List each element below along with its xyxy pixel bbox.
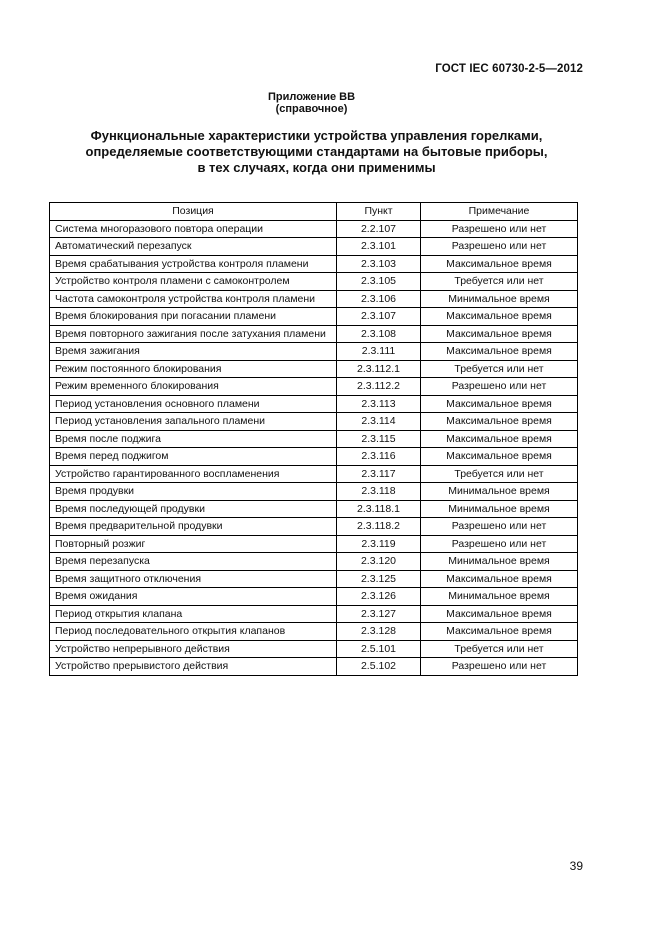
- cell-clause: 2.3.116: [337, 448, 421, 466]
- cell-position: Время продувки: [50, 483, 337, 501]
- cell-note: Требуется или нет: [421, 465, 578, 483]
- cell-clause: 2.3.106: [337, 290, 421, 308]
- cell-position: Система многоразового повтора операции: [50, 220, 337, 238]
- table-row: [50, 238, 578, 256]
- cell-position: Время перезапуска: [50, 553, 337, 571]
- table-row: [50, 518, 578, 536]
- table-row: [50, 395, 578, 413]
- cell-note: Максимальное время: [421, 325, 578, 343]
- cell-note: Требуется или нет: [421, 640, 578, 658]
- table-row: [50, 343, 578, 361]
- cell-position: Время блокирования при погасании пламени: [50, 308, 337, 326]
- cell-position: Период открытия клапана: [50, 605, 337, 623]
- cell-note: Минимальное время: [421, 483, 578, 501]
- cell-note: Разрешено или нет: [421, 378, 578, 396]
- table-row: [50, 483, 578, 501]
- cell-note: Максимальное время: [421, 605, 578, 623]
- cell-note: Максимальное время: [421, 255, 578, 273]
- cell-position: Период установления запального пламени: [50, 413, 337, 431]
- cell-note: Разрешено или нет: [421, 658, 578, 676]
- table-row: [50, 290, 578, 308]
- cell-clause: 2.3.113: [337, 395, 421, 413]
- cell-position: Время повторного зажигания после затухания пламени: [50, 325, 337, 343]
- cell-position: Устройство гарантированного воспламенения: [50, 465, 337, 483]
- cell-clause: 2.3.112.2: [337, 378, 421, 396]
- cell-clause: 2.3.127: [337, 605, 421, 623]
- cell-clause: 2.3.114: [337, 413, 421, 431]
- cell-note: Минимальное время: [421, 553, 578, 571]
- cell-position: Период установления основного пламени: [50, 395, 337, 413]
- cell-position: Время последующей продувки: [50, 500, 337, 518]
- column-header-clause: Пункт: [337, 203, 421, 221]
- table-row: [50, 570, 578, 588]
- table-row: [50, 588, 578, 606]
- cell-clause: 2.3.118: [337, 483, 421, 501]
- table-row: [50, 658, 578, 676]
- table-row: [50, 378, 578, 396]
- cell-clause: 2.3.119: [337, 535, 421, 553]
- cell-note: Разрешено или нет: [421, 238, 578, 256]
- cell-clause: 2.3.105: [337, 273, 421, 291]
- table-row: [50, 448, 578, 466]
- cell-note: Максимальное время: [421, 448, 578, 466]
- annex-title: Приложение ВВ: [267, 91, 356, 103]
- cell-clause: 2.3.128: [337, 623, 421, 641]
- table-row: [50, 308, 578, 326]
- cell-note: Максимальное время: [421, 395, 578, 413]
- table-row: [50, 465, 578, 483]
- table-row: [50, 325, 578, 343]
- cell-position: Время ожидания: [50, 588, 337, 606]
- cell-note: Минимальное время: [421, 500, 578, 518]
- table-row: [50, 553, 578, 571]
- cell-note: Разрешено или нет: [421, 535, 578, 553]
- characteristics-table: [49, 202, 578, 676]
- cell-clause: 2.3.112.1: [337, 360, 421, 378]
- table-row: [50, 500, 578, 518]
- cell-position: Режим постоянного блокирования: [50, 360, 337, 378]
- cell-note: Максимальное время: [421, 343, 578, 361]
- cell-position: Время предварительной продувки: [50, 518, 337, 536]
- annex-subtitle: (справочное): [275, 103, 348, 115]
- cell-note: Максимальное время: [421, 623, 578, 641]
- cell-note: Минимальное время: [421, 290, 578, 308]
- table-row: [50, 535, 578, 553]
- table-row: [50, 623, 578, 641]
- cell-position: Время защитного отключения: [50, 570, 337, 588]
- cell-note: Требуется или нет: [421, 360, 578, 378]
- table-body: [50, 220, 578, 675]
- table-header-row: [50, 203, 578, 221]
- heading-line-1: Функциональные характеристики устройства управления горелками,: [90, 128, 543, 143]
- cell-note: Максимальное время: [421, 570, 578, 588]
- cell-position: Время после поджига: [50, 430, 337, 448]
- standard-code: ГОСТ IEC 60730-2-5—2012: [435, 63, 583, 75]
- page-number: 39: [569, 859, 583, 873]
- column-header-note: Примечание: [421, 203, 578, 221]
- cell-clause: 2.2.107: [337, 220, 421, 238]
- cell-position: Устройство контроля пламени с самоконтролем: [50, 273, 337, 291]
- column-header-position: Позиция: [50, 203, 337, 221]
- cell-clause: 2.3.117: [337, 465, 421, 483]
- cell-note: Требуется или нет: [421, 273, 578, 291]
- cell-clause: 2.3.107: [337, 308, 421, 326]
- cell-note: Разрешено или нет: [421, 518, 578, 536]
- cell-position: Автоматический перезапуск: [50, 238, 337, 256]
- cell-position: Режим временного блокирования: [50, 378, 337, 396]
- cell-clause: 2.5.102: [337, 658, 421, 676]
- heading-line-2: определяемые соответствующими стандартами на бытовые приборы,: [85, 144, 548, 159]
- cell-clause: 2.3.115: [337, 430, 421, 448]
- cell-position: Повторный розжиг: [50, 535, 337, 553]
- cell-clause: 2.3.111: [337, 343, 421, 361]
- cell-position: Период последовательного открытия клапанов: [50, 623, 337, 641]
- table-row: [50, 640, 578, 658]
- cell-clause: 2.3.126: [337, 588, 421, 606]
- cell-note: Максимальное время: [421, 308, 578, 326]
- table-row: [50, 360, 578, 378]
- cell-clause: 2.3.101: [337, 238, 421, 256]
- document-heading: [0, 128, 633, 176]
- cell-clause: 2.5.101: [337, 640, 421, 658]
- cell-clause: 2.3.103: [337, 255, 421, 273]
- table-row: [50, 273, 578, 291]
- cell-clause: 2.3.118.2: [337, 518, 421, 536]
- cell-position: Устройство непрерывного действия: [50, 640, 337, 658]
- cell-clause: 2.3.120: [337, 553, 421, 571]
- cell-position: Время срабатывания устройства контроля пламени: [50, 255, 337, 273]
- cell-position: Частота самоконтроля устройства контроля пламени: [50, 290, 337, 308]
- cell-position: Время зажигания: [50, 343, 337, 361]
- cell-position: Время перед поджигом: [50, 448, 337, 466]
- heading-line-3: в тех случаях, когда они применимы: [197, 160, 436, 175]
- cell-note: Максимальное время: [421, 430, 578, 448]
- cell-position: Устройство прерывистого действия: [50, 658, 337, 676]
- table-row: [50, 255, 578, 273]
- cell-note: Разрешено или нет: [421, 220, 578, 238]
- cell-clause: 2.3.125: [337, 570, 421, 588]
- table-row: [50, 605, 578, 623]
- table-row: [50, 220, 578, 238]
- table-row: [50, 430, 578, 448]
- cell-note: Максимальное время: [421, 413, 578, 431]
- cell-clause: 2.3.108: [337, 325, 421, 343]
- cell-note: Минимальное время: [421, 588, 578, 606]
- cell-clause: 2.3.118.1: [337, 500, 421, 518]
- table-row: [50, 413, 578, 431]
